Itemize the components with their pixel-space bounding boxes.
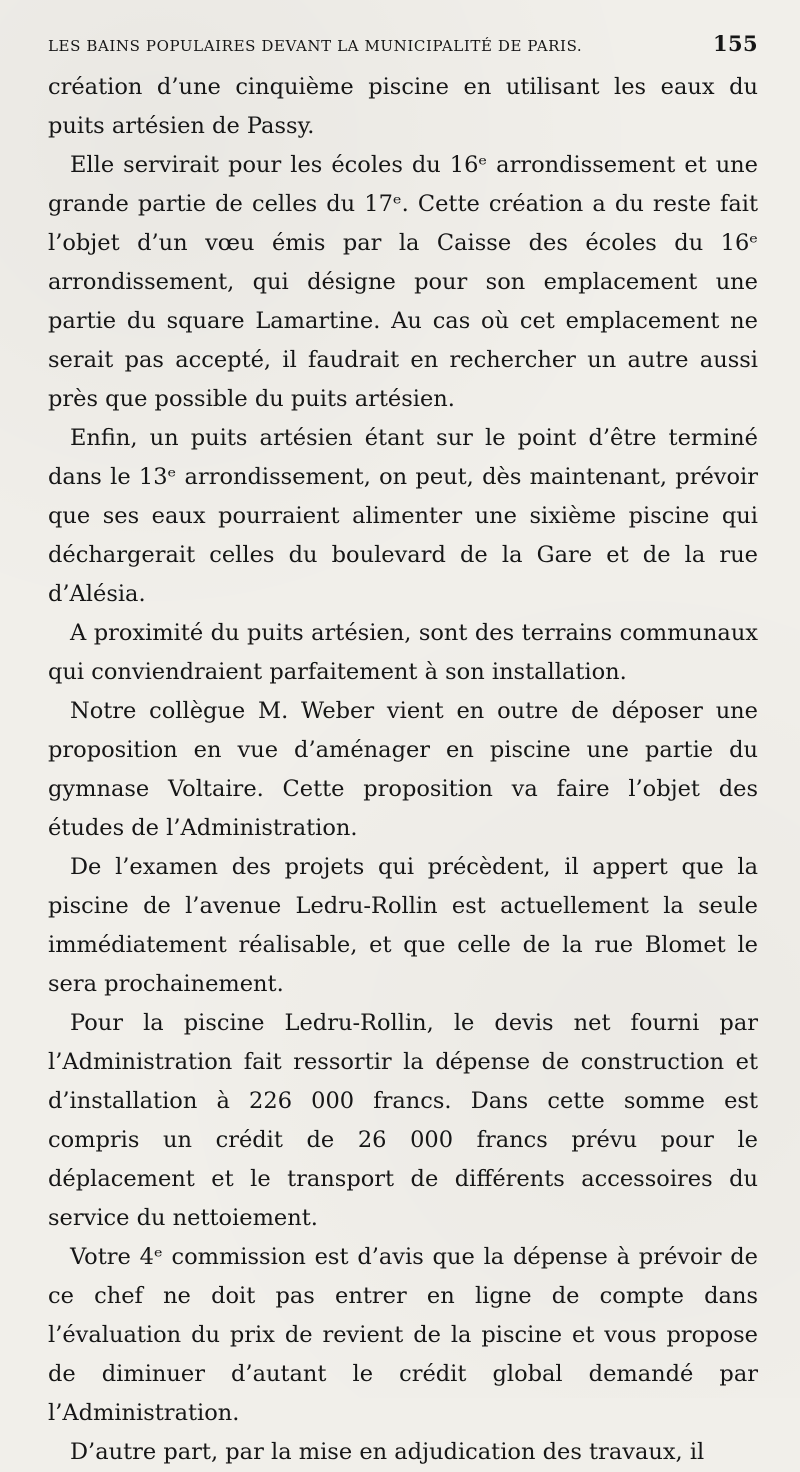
paragraph: De l’examen des projets qui précèdent, il appert que la piscine de l’avenue Ledru-Rollin est actuellement la seule immédiatement réalisable, et que celle de la rue Blomet le sera prochainement. [48,854,758,997]
running-title: LES BAINS POPULAIRES DEVANT LA MUNICIPALITÉ DE PARIS. [48,37,583,55]
paragraph: A proximité du puits artésien, sont des terrains communaux qui conviendraient parfaitement à son installation. [48,620,758,685]
paragraph-continuation: création d’une cinquième piscine en utilisant les eaux du puits artésien de Passy. [48,74,758,139]
page-number: 155 [712,31,758,56]
paragraph: Elle servirait pour les écoles du 16ᵉ arrondissement et une grande partie de celles du 17ᵉ. Cette création a du reste fait l’objet d’un vœu émis par la Caisse des écoles du 16ᵉ arrondissement, qui désigne pour son emplacement une partie du square Lamartine. Au cas où cet emplacement ne serait pas accepté, il faudrait en rechercher un autre aussi près que possible du puits artésien. [48,152,758,412]
body-text [48,68,758,1472]
running-header [48,32,758,58]
paragraph: Votre 4ᵉ commission est d’avis que la dépense à prévoir de ce chef ne doit pas entrer en ligne de compte dans l’évaluation du prix de revient de la piscine et vous propose de diminuer d’autant le crédit global demandé par l’Administration. [48,1244,758,1426]
paragraph-truncated: D’autre part, par la mise en adjudication des travaux, il [70,1439,705,1465]
paragraph: Enfin, un puits artésien étant sur le point d’être terminé dans le 13ᵉ arrondissement, on peut, dès maintenant, prévoir que ses eaux pourraient alimenter une sixième piscine qui déchargerait celles du boulevard de la Gare et de la rue d’Alésia. [48,425,758,607]
paragraph: Pour la piscine Ledru-Rollin, le devis net fourni par l’Administration fait ressortir la dépense de construction et d’installation à 226 000 francs. Dans cette somme est compris un crédit de 26 000 francs prévu pour le déplacement et le transport de différents accessoires du service du nettoiement. [48,1010,758,1231]
paragraph: Notre collègue M. Weber vient en outre de déposer une proposition en vue d’aménager en piscine une partie du gymnase Voltaire. Cette proposition va faire l’objet des études de l’Administration. [48,698,758,841]
